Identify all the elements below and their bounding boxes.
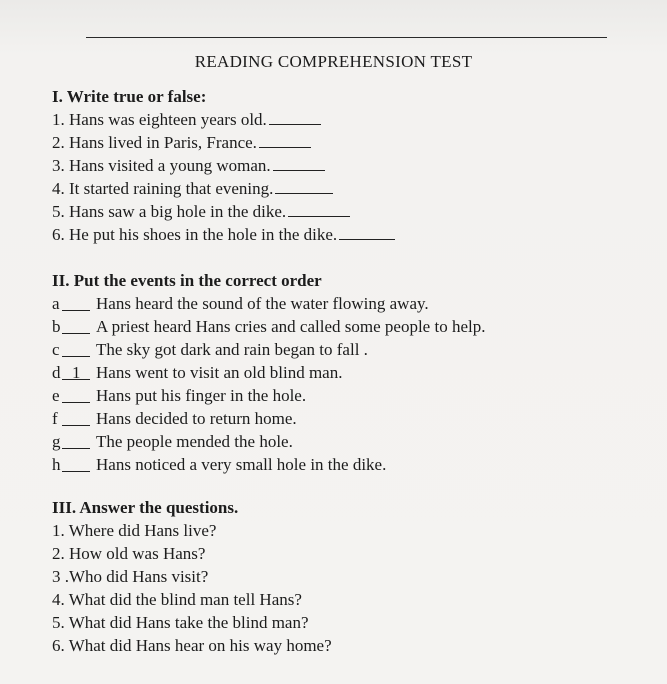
- answer-blank[interactable]: [62, 333, 90, 334]
- event-letter: g: [52, 432, 61, 451]
- question-item: 3 .Who did Hans visit?: [52, 567, 209, 586]
- section-true-false: [52, 86, 395, 246]
- event-text: Hans went to visit an old blind man.: [96, 363, 343, 382]
- top-rule: [86, 37, 607, 38]
- event-letter: f: [52, 409, 58, 428]
- event-letter: d: [52, 363, 61, 382]
- question-item: 1. Where did Hans live?: [52, 521, 217, 540]
- event-item: [52, 430, 485, 453]
- event-item: [52, 315, 485, 338]
- answer-blank[interactable]: [275, 179, 333, 194]
- page-title: READING COMPREHENSION TEST: [194, 52, 473, 71]
- question-item: 5. What did Hans take the blind man?: [52, 613, 309, 632]
- section-heading: II. Put the events in the correct order: [52, 271, 322, 290]
- answer-blank[interactable]: [62, 310, 90, 311]
- tf-item: 3. Hans visited a young woman.: [52, 154, 395, 177]
- tf-item: 4. It started raining that evening.: [52, 177, 395, 200]
- event-letter: h: [52, 455, 61, 474]
- answer-blank[interactable]: [273, 156, 325, 171]
- event-letter: c: [52, 340, 60, 359]
- event-letter: e: [52, 386, 60, 405]
- event-item: [52, 453, 485, 476]
- tf-item: 5. Hans saw a big hole in the dike.: [52, 200, 395, 223]
- event-item: [52, 338, 485, 361]
- event-text: Hans put his finger in the hole.: [96, 386, 307, 405]
- answer-blank[interactable]: [288, 202, 350, 217]
- event-text: The sky got dark and rain began to fall .: [96, 340, 368, 359]
- event-item: [52, 384, 485, 407]
- event-item: [52, 292, 485, 315]
- answer-blank[interactable]: [62, 402, 90, 403]
- event-item: [52, 407, 485, 430]
- answer-blank[interactable]: [62, 356, 90, 357]
- answer-blank[interactable]: [62, 448, 90, 449]
- event-text: A priest heard Hans cries and called some people to help.: [96, 317, 486, 336]
- section-order-events: [52, 270, 485, 476]
- question-item: 2. How old was Hans?: [52, 544, 206, 563]
- event-text: The people mended the hole.: [96, 432, 293, 451]
- event-text: Hans noticed a very small hole in the dike.: [96, 455, 387, 474]
- section-heading: I. Write true or false:: [52, 87, 207, 106]
- answer-blank[interactable]: [259, 133, 311, 148]
- answer-blank[interactable]: [62, 471, 90, 472]
- section-heading: III. Answer the questions.: [52, 498, 239, 517]
- event-item: [52, 361, 485, 384]
- tf-item: 1. Hans was eighteen years old.: [52, 108, 395, 131]
- answer-blank[interactable]: [339, 225, 395, 240]
- event-letter: a: [52, 294, 60, 313]
- tf-item: 2. Hans lived in Paris, France.: [52, 131, 395, 154]
- question-item: 4. What did the blind man tell Hans?: [52, 590, 302, 609]
- answer-blank[interactable]: [62, 425, 90, 426]
- event-text: Hans heard the sound of the water flowing away.: [96, 294, 429, 313]
- event-text: Hans decided to return home.: [96, 409, 297, 428]
- answer-blank[interactable]: [269, 110, 321, 125]
- section-questions: [52, 497, 332, 657]
- question-item: 6. What did Hans hear on his way home?: [52, 636, 332, 655]
- event-answer: 1: [72, 363, 81, 382]
- event-letter: b: [52, 317, 61, 336]
- tf-item: 6. He put his shoes in the hole in the dike.: [52, 223, 395, 246]
